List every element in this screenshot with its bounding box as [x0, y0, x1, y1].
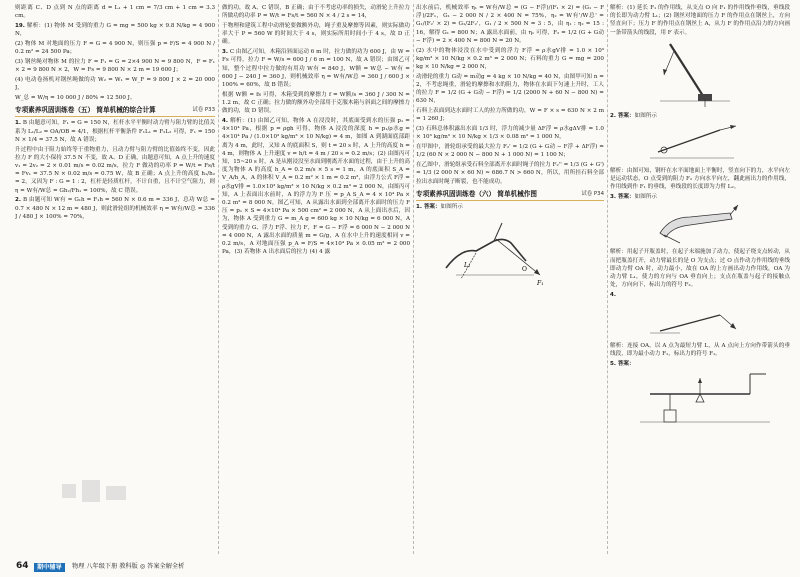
question-number: 3. [610, 194, 617, 201]
paragraph: (2) 水中的物体浸没在水中受到的浮力 F浮 = ρ水gV排 = 1.0 × 10³ kg/m³ × 10 N/kg × 0.2 m³ = 2 000 N；石料的重力 G = mg = 200 kg × 10 N/kg = 2 000 N， [416, 47, 604, 71]
figure-bicycle-pedal [650, 122, 790, 164]
paragraph: 根据 W额 = fs 可得，木箱受到的摩擦力 f = W额/s = 360 J / 300 N = 1.2 m，故 C 正确；拉力做的额外功全部用于克服木箱与斜面之间的摩擦力做的功，故 D 错误。 [222, 91, 410, 115]
paragraph: 石料上表面到达水面时工人的拉力所做的功，W = F × s = 630 N × 2 m = 1 260 J； [416, 108, 604, 123]
book-info: 物理 八年级下册 教科版 ◎ 答案全解全析 [72, 563, 185, 570]
paragraph: B 由题意可知，F₁ = G = 150 N，杠杆水平平衡时动力臂与阻力臂的比值关系为 L₁/L₂ = OA/OB = 4/1，根据杠杆平衡条件 F₁L₁ = F₂L₂ 可得，F₁ = 150 N × 1/4 = 37.5 N，故 A 错误； [15, 120, 215, 143]
section-title [416, 189, 604, 201]
answer-label: 答案： [617, 361, 635, 368]
opener-figure-svg [650, 203, 745, 245]
figure-bottle-opener [650, 203, 790, 245]
paragraph: 在甲图中，滑轮组承受的最大拉力 F₂' = 1/2 (G + G动 − F浮 + ΔF浮) = 1/2 (60 N × 2 000 N − 800 N + 1 000 N) = 1 100 N； [416, 144, 604, 159]
paragraph: 解析：用起子开瓶盖时，在起子末端施加了动力，使起子绕支点转动，从而把瓶盖打开，动力臂最长的是 O 为支点；过 O 点作动力作用线的垂线即动力臂 OA 时，动力最小，故在 OA 的上方画出动力作用线，OA 为动力臂 L₁，使力的方向与 OA 垂直向上；支点在瓶盖与起子的接触点处，方向向下，标出力的符号 F₂。 [610, 249, 790, 289]
paragraph: 做的功，故 A、C 错误，B 正确；由于不考虑功率的损失，动滑轮上升拉力所做功的功率 P = W/t = Fs/t = 560 N × 4 / 2 s = 14， [222, 5, 410, 20]
rod-figure-svg [660, 39, 740, 109]
question-1 [416, 203, 604, 211]
question-2 [15, 196, 215, 221]
section-title-text: 专项素养巩固训练卷（五） 简单机械的综合计算 [15, 106, 156, 115]
question-number: 1. [416, 204, 423, 211]
column-divider [413, 4, 414, 554]
page-number: 64 [16, 561, 29, 571]
paragraph: 解析：(1) 物体 M 受到的重力 G = mg = 500 kg × 9.8 N/kg = 4 900 N， [15, 23, 215, 38]
answer-label: 答案： [617, 112, 635, 119]
answer-text: 如图所示 [634, 112, 657, 119]
question-1 [15, 119, 215, 144]
figure-leaning-rod [660, 39, 790, 109]
paragraph: 出水前后，机械效率 η₁ = W有/W总 = (G − F浮)/(F₁ × 2) = (G₁ − F浮)/2F₁，G₁ − 2 000 N / 2 × 400 N = 75%，η₂ = W有'/W总' = G₁/(F₂' × 2) = G₁/2F₂'，G₁ / 2 × 500 N = 3 : 5，由 η₁ : η₂ = 15 : 16，解得 G₁ = 800 N；A 露出水面前，由 η₁ 可得，F₂ = 1/2 (G + G动 − F浮) = 2 × 400 N = 800 N = 20 N。 [416, 5, 604, 44]
pedal-figure-svg [650, 122, 740, 164]
question-19 [15, 22, 215, 38]
column-3 [416, 4, 604, 556]
column-4 [610, 4, 790, 556]
paragraph: 解析：(1) 由图乙可知，物体 A 在浸没时，其底面受到水的压强 p₁ = 4×10⁴ Pa，根据 p = ρgh 可得，物体 A 浸没的深度 h = p₁/ρ水g = 4×10⁴ Pa / (1.0×10³ kg/m³ × 10 N/kg) = 4 m，如图 A 到湖面底部距离为 4 m，此时，又知 A 的底面积 S，则 t = 20 s 时，A 上升的高度 h = 4 m，则物体 A 上升速度 v = h/t = 4 m / 20 s = 0.2 m/s；(2) 由图丙可知，15~20 s 时，A 是从刚浸没至水面到刚离开水面的过程，由于上升的高度为物体 A 的高度 h_A = 0.2 m/s × 5 s = 1 m，A 的底面积 S_A = V_A/h_A，A 的体积 V_A = 0.2 m² × 1 m = 0.2 m³，由浮力公式 F浮 = ρ水gV排 = 1.0×10³ kg/m³ × 10 N/kg × 0.2 m³ = 2 000 N，由图丙可知，A 上表面出水前时，A 的浮力为 F 压 = p_A S_A = 4 × 10⁴ Pa × 0.2 m² = 8 000 N，图乙可知，A 从露出水面到全部离开水面时的压力 F压 = p₁ × S = 4×10⁴ Pa × 500 cm² = 2 000 N，A 从上面出水后，因为，物体 A 受到重力 G = m_A g = 600 kg × 10 N/kg = 6 000 N，A 受到的重力 G、浮力 F浮、拉力 F，F = G − F浮 = 6 000 N − 2 000 N = 4 000 N，A 露出水面的质量 m = G/g，A 在水中上升的速度相同 v = 0.2 m/s，A 对地面压强 p_A = F/S = 4×10⁴ Pa × 0.05 m² = 2 000 Pa，(3) 若物体 A 出水面后的拉力 (4) 4 露 [222, 118, 410, 256]
paragraph: 在乙图中，滑轮组承受石料全部离开水面时绳子的拉力 F₂'' = 1/3 (G + G') = 1/3 (2 000 N × 60 N) ≈ 686.7 N > 660 N，所以，用所挂石料全部拉出水面时绳子断裂，也不能成功。 [416, 162, 604, 185]
section-title-text: 专项素养巩固训练卷（六） 简单机械作图 [416, 189, 537, 198]
answer-label: 答案： [617, 194, 635, 201]
paragraph: (3) 石料总体积露出水面 1/3 时，浮力的减少量 ΔF浮 = ρ水gΔV排 = 1.0 × 10³ kg/m³ × 10 N/kg × 1/3 × 0.08 m³ = 1 000 N， [416, 126, 604, 141]
question-number: 2. [15, 197, 22, 204]
question-number: 4. [222, 118, 229, 125]
column-2 [222, 4, 410, 556]
question-5 [610, 360, 790, 368]
section-page-ref: 试卷 P33 [192, 107, 215, 114]
question-number: 2. [610, 112, 617, 119]
question-number: 3. [222, 49, 229, 56]
question-4 [610, 291, 790, 299]
question-3 [610, 193, 790, 201]
figure-stick-force [650, 301, 790, 339]
figure-lever-wrench [416, 213, 604, 291]
paragraph: C 由图乙可知，木箱沿斜面运动 6 m 时，拉力做的功为 600 J，由 W = Fs 可得，拉力 F = W/s = 600 J / 6 m = 100 N，故 A 错误；由图乙可知，整个过程中拉力做的有用功 W有 = 840 J，W额 = W总 − W有 = 600 J − 240 J = 360 J，则机械效率 η = W有/W总 = 360 J / 600 J × 100% = 60%，故 B 错误； [222, 49, 410, 89]
paragraph: (4) 电动卷扬机对钢丝绳做的功 W₂ = W₁ = W_F = 9 800 J × 2 = 20 000 J， [15, 77, 215, 92]
lever-figure-svg [416, 213, 566, 291]
section-page-ref: 试卷 P34 [581, 190, 604, 197]
paragraph: 升过程中由于阻力始终等于重物重力，且动力臂与阻力臂的比值始终不变，因此拉力 F 的大小保持 37.5 N 不变，故 A、D 正确，由题意可知，A 点上升的速度 v₁ = 2v₂ = 2 × 0.01 m/s = 0.02 m/s，拉力 F 做功的功率 P = W/t = Fs/t = Fv₁ = 37.5 N × 0.02 m/s = 0.75 W，故 B 正确；A 点上升的高度 h₁/h₂ = 2，又因为 F : G = 1 : 2，杠杆是轻质杠杆，不计自重，且不计空气阻力，则 η = W有/W总 = Gh₂/Fh₁ = 100%，故 C 错误。 [15, 146, 215, 194]
answer-text: 如图所示 [634, 194, 657, 201]
answer-label: 答案： [423, 204, 441, 211]
paragraph: (2) 物体 M 对地面的压力 F = G = 4 900 N，则压强 p = F/S = 4 900 N / 0.2 m² = 24 500 Pa； [15, 41, 215, 56]
paragraph: 解析：(1) 延长 F₁ 的作用线，从支点 O 向 F₁ 的作用线作垂线，垂线段的长即为动力臂 L₁；(2) 钢丝对地面的压力 F 的作用点在钢丝上，方向竖直向下；压力 F 的作用点在钢丝上 A，从力 F 的作用点沿力的方向画一条带箭头的线段，用 F 表示。 [610, 5, 790, 36]
section-title [15, 105, 215, 117]
column-divider [218, 4, 219, 554]
figure-pulley-lever [640, 370, 790, 425]
label-o: O [522, 266, 527, 274]
paragraph: 解析：由图可知，钢杆在水平面地面上平衡时，竖直向下的力，水平向左是运动状态，O 点受到的阻力 F₂ 方向水平向左，翻此画出力的作用线，作用线到作 F₁ 的垂线，垂线段的长度即为力臂 L₂。 [610, 168, 790, 191]
answer-text: 如图所示 [440, 204, 463, 211]
page-footer [0, 558, 800, 577]
column-1 [15, 4, 215, 556]
question-4 [222, 117, 410, 256]
brand-badge: 期中辅导 [34, 563, 65, 572]
label-l1: L₁ [464, 262, 471, 270]
pulley-figure-svg [640, 370, 770, 425]
paragraph: 解析：连接 OA，以 A 点为最短力臂 L，从 A 点向上方向作带箭头的垂线段，即为最小动力 F₁，标出力的符号 F₁。 [610, 343, 790, 358]
paragraph: 则距离 C、D 点到 N 点的距离 d = L₁ + 1 cm = 7/3 cm + 1 cm = 3.3 cm。 [15, 5, 215, 20]
question-number: 4. [610, 292, 617, 299]
paragraph: B 由题可知 W有 = G₁h = F₁h = 560 N × 0.6 m = 336 J，总功 W总 = 0.7 × 480 N × 12 m = 480 J，则此滑轮组的机械效率 η = W有/W总 = 336 J / 480 J × 100% = 70%， [15, 197, 215, 220]
paragraph: (3) 钢丝绳对物体 M 的拉力 F = F₁ = G = 2×4 900 N = 9 800 N，F = F₁ × 2 = 9 800 N × 2，W = Fs = 9 800 N × 2 m = 19 600 J； [15, 59, 215, 74]
question-number: 5. [610, 361, 617, 368]
question-number: 19. [15, 23, 25, 29]
paragraph: 动滑轮的重力 G动 = m动g = 4 kg × 10 N/kg = 40 N，由图甲可知 n = 2，不考虑绳重，滑轮的摩擦和水的阻力，物体在水面下匀速上升时，工人的拉力 F = 1/2 (G + G动 − F浮) = 1/2 (2000 N + 60 N − 800 N) = 630 N， [416, 73, 604, 105]
paragraph: 于物理和建筑工程中动滑轮要做额外功，绳子重及摩擦等因素，则实际做功率大于 P = 560 W 的时间大于 4 s，则实际所用时间小于 4 s，故 D 正确。 [222, 23, 410, 46]
question-2 [610, 112, 790, 120]
question-number: 1. [15, 120, 22, 127]
watermark-graphic [60, 478, 130, 508]
question-3 [222, 48, 410, 89]
stick-figure-svg [650, 301, 740, 339]
column-divider [607, 4, 608, 554]
paragraph: W_总 = W/η = 10 000 J / 80% = 12 500 J。 [15, 95, 136, 101]
label-f1: F₁ [537, 280, 544, 288]
